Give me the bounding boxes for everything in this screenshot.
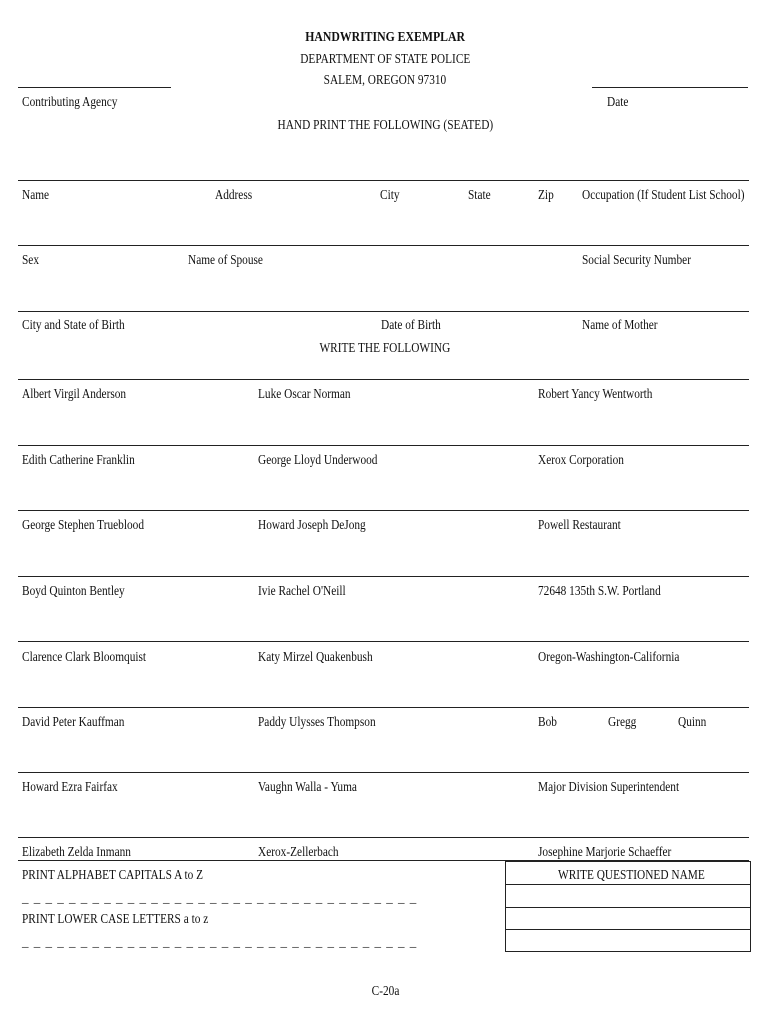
exemplar-text: Howard Ezra Fairfax [22,779,118,794]
exemplar-text: Xerox Corporation [538,452,624,467]
name-label: Name [22,187,50,202]
address-label: Address [215,187,253,202]
row-line-4[interactable] [18,576,749,577]
agency-line[interactable] [18,87,171,88]
state-label: State [468,187,491,202]
row-line-2[interactable] [18,445,749,446]
alphabet-lower-label: PRINT LOWER CASE LETTERS a to z [22,911,209,926]
row-line-1[interactable] [18,379,749,380]
mother-label: Name of Mother [582,317,658,332]
sex-line[interactable] [18,245,749,246]
birth-place-label: City and State of Birth [22,317,125,332]
row-line-6[interactable] [18,707,749,708]
exemplar-text: Luke Oscar Norman [258,386,351,401]
questioned-name-row-3[interactable] [505,929,751,952]
exemplar-text-bob: Bob [538,714,557,729]
exemplar-text: Xerox-Zellerbach [258,844,339,859]
city-label: City [380,187,400,202]
birth-line[interactable] [18,311,749,312]
exemplar-text: Howard Joseph DeJong [258,517,366,532]
occupation-label: Occupation (If Student List School) [582,187,745,202]
exemplar-text: Boyd Quinton Bentley [22,583,125,598]
exemplar-text: Powell Restaurant [538,517,621,532]
date-line[interactable] [592,87,748,88]
zip-label: Zip [538,187,554,202]
print-instruction: HAND PRINT THE FOLLOWING (SEATED) [277,117,493,132]
ssn-label: Social Security Number [582,252,691,267]
exemplar-text: Katy Mirzel Quakenbush [258,649,373,664]
birth-date-label: Date of Birth [381,317,441,332]
spouse-label: Name of Spouse [188,252,263,267]
row-line-5[interactable] [18,641,749,642]
write-instruction: WRITE THE FOLLOWING [319,340,451,355]
exemplar-text: George Stephen Trueblood [22,517,145,532]
exemplar-text: Robert Yancy Wentworth [538,386,653,401]
department-address: SALEM, OREGON 97310 [323,72,447,87]
exemplar-text: Edith Catherine Franklin [22,452,135,467]
exemplar-text: Oregon-Washington-California [538,649,680,664]
exemplar-text: David Peter Kauffman [22,714,125,729]
exemplar-text: Paddy Ulysses Thompson [258,714,376,729]
row-line-7[interactable] [18,772,749,773]
exemplar-text: Clarence Clark Bloomquist [22,649,147,664]
exemplar-text: Josephine Marjorie Schaeffer [538,844,672,859]
sex-label: Sex [22,252,40,267]
questioned-name-label: WRITE QUESTIONED NAME [558,867,705,882]
alphabet-capitals-label: PRINT ALPHABET CAPITALS A to Z [22,867,204,882]
capitals-writing-line[interactable]: _ _ _ _ _ _ _ _ _ _ _ _ _ _ _ _ _ _ _ _ _ _ _ _ _ _ _ _ _ _ _ _ _ _ [22,890,418,905]
exemplar-text: George Lloyd Underwood [258,452,378,467]
department-name: DEPARTMENT OF STATE POLICE [299,51,471,66]
date-label: Date [607,94,629,109]
lower-writing-line[interactable]: _ _ _ _ _ _ _ _ _ _ _ _ _ _ _ _ _ _ _ _ _ _ _ _ _ _ _ _ _ _ _ _ _ _ [22,934,418,949]
exemplar-text: Ivie Rachel O'Neill [258,583,346,598]
exemplar-text: Albert Virgil Anderson [22,386,127,401]
form-number: C-20a [371,983,399,998]
row-line-3[interactable] [18,510,749,511]
form-title: HANDWRITING EXEMPLAR [305,30,465,45]
exemplar-text: Elizabeth Zelda Inmann [22,844,131,859]
questioned-name-row-2[interactable] [505,907,751,929]
row-line-8[interactable] [18,837,749,838]
exemplar-text: Vaughn Walla - Yuma [258,779,357,794]
contributing-agency-label: Contributing Agency [22,94,118,109]
exemplar-text: 72648 135th S.W. Portland [538,583,661,598]
exemplar-text-gregg: Gregg [608,714,637,729]
name-line[interactable] [18,180,749,181]
questioned-name-row-1[interactable] [505,884,751,907]
exemplar-text: Major Division Superintendent [538,779,680,794]
exemplar-text-quinn: Quinn [678,714,707,729]
